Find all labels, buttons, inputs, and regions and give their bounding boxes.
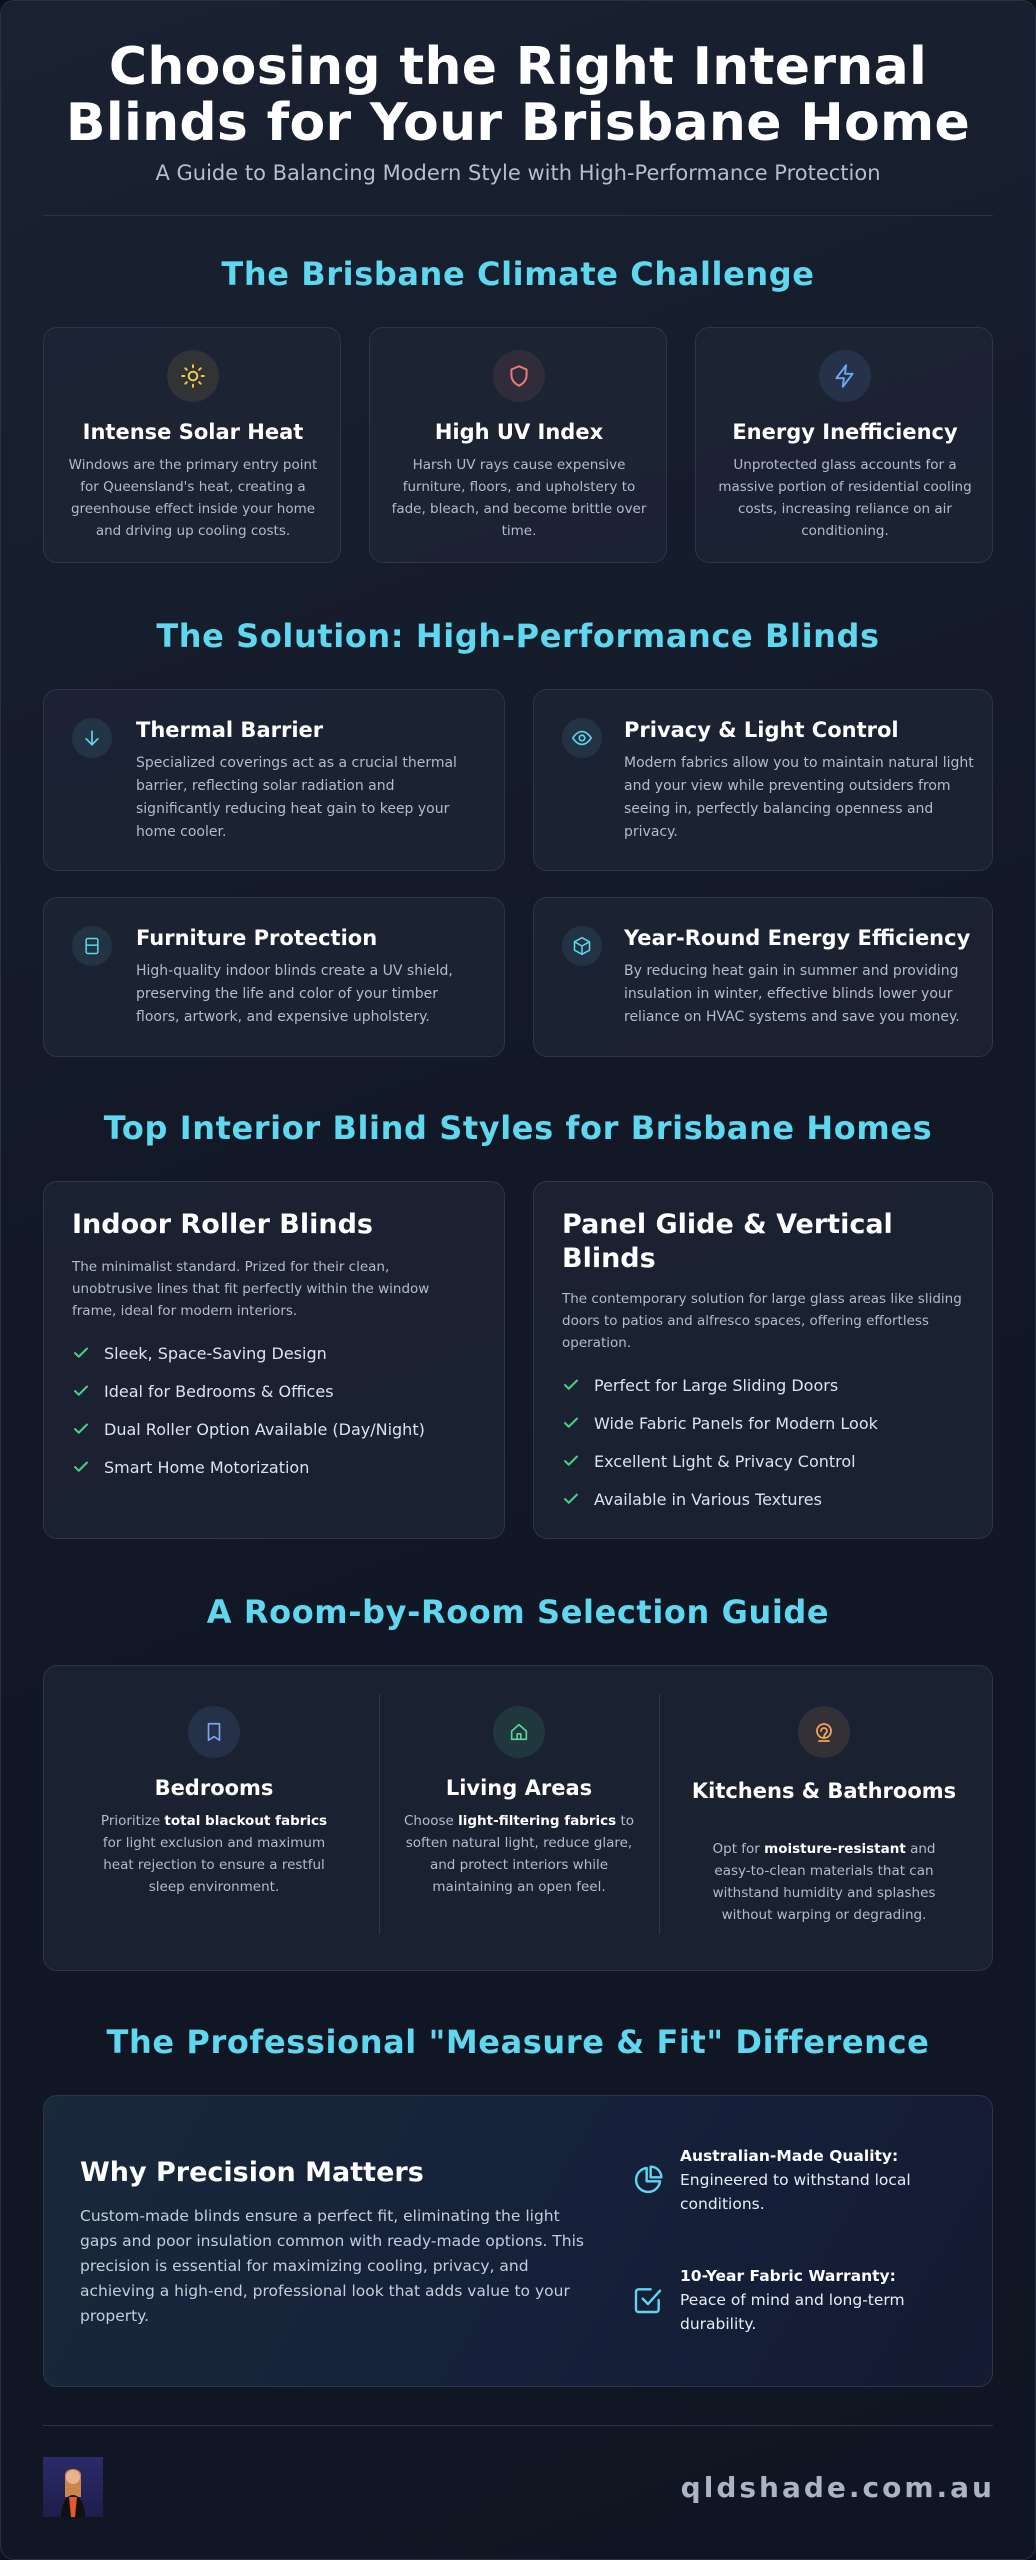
style-card-roller bbox=[43, 1181, 505, 1539]
fit-point-text: 10-Year Fabric Warranty: Peace of mind and long-term durability. bbox=[680, 2267, 905, 2333]
check-icon bbox=[562, 1414, 580, 1432]
room-item-bedrooms bbox=[64, 1666, 364, 1972]
solution-card-text: Modern fabrics allow you to maintain natural light and your view while preventing outsiders from seeing in, perfectly balancing openness and privacy. bbox=[624, 755, 974, 840]
solution-card-furniture bbox=[43, 897, 505, 1057]
window-icon bbox=[72, 926, 112, 966]
check-icon bbox=[72, 1344, 90, 1362]
style-feature-list bbox=[72, 1334, 492, 1486]
cube-icon bbox=[562, 926, 602, 966]
style-card-panel-glide bbox=[533, 1181, 993, 1539]
shield-icon bbox=[493, 350, 545, 402]
room-title: Bedrooms bbox=[154, 1776, 274, 1800]
list-item bbox=[72, 1448, 492, 1486]
fit-point-warranty bbox=[632, 2264, 972, 2344]
check-square-icon bbox=[632, 2284, 664, 2320]
list-item bbox=[72, 1372, 492, 1410]
avatar bbox=[43, 2457, 103, 2517]
rooms-heading: A Room-by-Room Selection Guide bbox=[206, 1593, 830, 1631]
page-title: Choosing the Right Internal Blinds for Your Brisbane Home bbox=[65, 37, 971, 153]
room-guide-panel bbox=[43, 1665, 993, 1971]
solution-card-energy bbox=[533, 897, 993, 1057]
lightning-icon bbox=[819, 350, 871, 402]
footer-site-url[interactable]: qldshade.com.au bbox=[680, 2471, 995, 2504]
style-card-title: Indoor Roller Blinds bbox=[72, 1209, 373, 1240]
solution-card-thermal bbox=[43, 689, 505, 871]
list-item bbox=[72, 1410, 492, 1448]
climate-card-energy bbox=[695, 327, 993, 563]
home-icon bbox=[493, 1706, 545, 1758]
style-card-text: The contemporary solution for large glass areas like sliding doors to patios and alfresco spaces, offering effortless operation. bbox=[562, 1291, 962, 1351]
column-divider bbox=[659, 1694, 660, 1934]
feature-label: Perfect for Large Sliding Doors bbox=[594, 1375, 839, 1395]
feature-label: Ideal for Bedrooms & Offices bbox=[104, 1381, 334, 1401]
climate-card-text: Windows are the primary entry point for Queensland's heat, creating a greenhouse effect inside your home and driving up cooling costs. bbox=[68, 457, 318, 539]
check-icon bbox=[562, 1490, 580, 1508]
header-divider bbox=[43, 215, 993, 216]
check-icon bbox=[562, 1376, 580, 1394]
list-item bbox=[562, 1480, 982, 1518]
list-item bbox=[562, 1442, 982, 1480]
feature-label: Wide Fabric Panels for Modern Look bbox=[594, 1413, 878, 1433]
check-icon bbox=[72, 1458, 90, 1476]
sun-icon bbox=[167, 350, 219, 402]
styles-heading: Top Interior Blind Styles for Brisbane Homes bbox=[103, 1109, 933, 1147]
climate-card-text: Harsh UV rays cause expensive furniture, floors, and upholstery to fade, bleach, and become brittle over time. bbox=[391, 457, 647, 539]
page-subtitle: A Guide to Balancing Modern Style with High-Performance Protection bbox=[155, 161, 881, 185]
solution-card-title: Privacy & Light Control bbox=[624, 718, 899, 742]
solution-card-title: Furniture Protection bbox=[136, 926, 378, 950]
style-feature-list bbox=[562, 1366, 982, 1518]
fit-text: Custom-made blinds ensure a perfect fit, eliminating the light gaps and poor insulation common with ready-made options. This precision is essential for maximizing cooling, privacy, and achieving a high-end, professional look that adds value to your property. bbox=[80, 2207, 584, 2325]
fit-point-australian-made bbox=[632, 2144, 972, 2224]
list-item bbox=[562, 1404, 982, 1442]
room-item-kitchens-bathrooms bbox=[674, 1666, 974, 1972]
feature-label: Excellent Light & Privacy Control bbox=[594, 1451, 856, 1471]
climate-card-text: Unprotected glass accounts for a massive portion of residential cooling costs, increasing reliance on air conditioning. bbox=[718, 457, 972, 539]
fit-panel bbox=[43, 2095, 993, 2387]
pie-chart-icon bbox=[632, 2164, 664, 2200]
solution-heading: The Solution: High-Performance Blinds bbox=[156, 617, 880, 655]
eye-icon bbox=[562, 718, 602, 758]
bookmark-icon bbox=[188, 1706, 240, 1758]
climate-card-uv-index bbox=[369, 327, 667, 563]
room-text: Opt for moisture-resistant and easy-to-clean materials that can withstand humidity and splashes without warping or degrading. bbox=[712, 1841, 936, 1923]
style-card-title: Panel Glide & Vertical Blinds bbox=[562, 1209, 893, 1274]
climate-card-solar-heat bbox=[43, 327, 341, 563]
feature-label: Dual Roller Option Available (Day/Night) bbox=[104, 1419, 425, 1439]
footer-divider bbox=[43, 2425, 993, 2426]
climate-card-title: Energy Inefficiency bbox=[732, 420, 958, 444]
solution-card-text: High-quality indoor blinds create a UV shield, preserving the life and color of your timber floors, artwork, and expensive upholstery. bbox=[136, 963, 453, 1025]
solution-card-text: By reducing heat gain in summer and providing insulation in winter, effective blinds lower your reliance on HVAC systems and save you money. bbox=[624, 963, 960, 1025]
feature-label: Available in Various Textures bbox=[594, 1489, 822, 1509]
climate-card-title: Intense Solar Heat bbox=[82, 420, 304, 444]
fit-title: Why Precision Matters bbox=[80, 2157, 424, 2188]
list-item bbox=[562, 1366, 982, 1404]
room-text: Choose light-filtering fabrics to soften natural light, reduce glare, and protect interiors while maintaining an open feel. bbox=[403, 1813, 635, 1895]
room-title: Kitchens & Bathrooms bbox=[691, 1779, 957, 1803]
check-icon bbox=[562, 1452, 580, 1470]
solution-card-title: Thermal Barrier bbox=[136, 718, 324, 742]
room-text: Prioritize total blackout fabrics for light exclusion and maximum heat rejection to ensure a restful sleep environment. bbox=[100, 1813, 328, 1895]
list-item bbox=[72, 1334, 492, 1372]
climate-card-title: High UV Index bbox=[434, 420, 604, 444]
arrow-down-icon bbox=[72, 718, 112, 758]
style-card-text: The minimalist standard. Prized for their clean, unobtrusive lines that fit perfectly within the window frame, ideal for modern interiors. bbox=[72, 1259, 430, 1319]
feature-label: Sleek, Space-Saving Design bbox=[104, 1343, 327, 1363]
fit-point-text: Australian-Made Quality: Engineered to withstand local conditions. bbox=[680, 2147, 911, 2213]
solution-card-privacy bbox=[533, 689, 993, 871]
droplet-icon bbox=[798, 1706, 850, 1758]
fit-heading: The Professional "Measure & Fit" Difference bbox=[106, 2023, 930, 2061]
feature-label: Smart Home Motorization bbox=[104, 1457, 310, 1477]
climate-heading: The Brisbane Climate Challenge bbox=[221, 255, 815, 293]
room-title: Living Areas bbox=[445, 1776, 593, 1800]
check-icon bbox=[72, 1420, 90, 1438]
solution-card-text: Specialized coverings act as a crucial thermal barrier, reflecting solar radiation and significantly reducing heat gain to keep your home cooler. bbox=[136, 755, 457, 840]
check-icon bbox=[72, 1382, 90, 1400]
solution-card-title: Year-Round Energy Efficiency bbox=[624, 926, 971, 950]
room-item-living-areas bbox=[379, 1666, 659, 1972]
